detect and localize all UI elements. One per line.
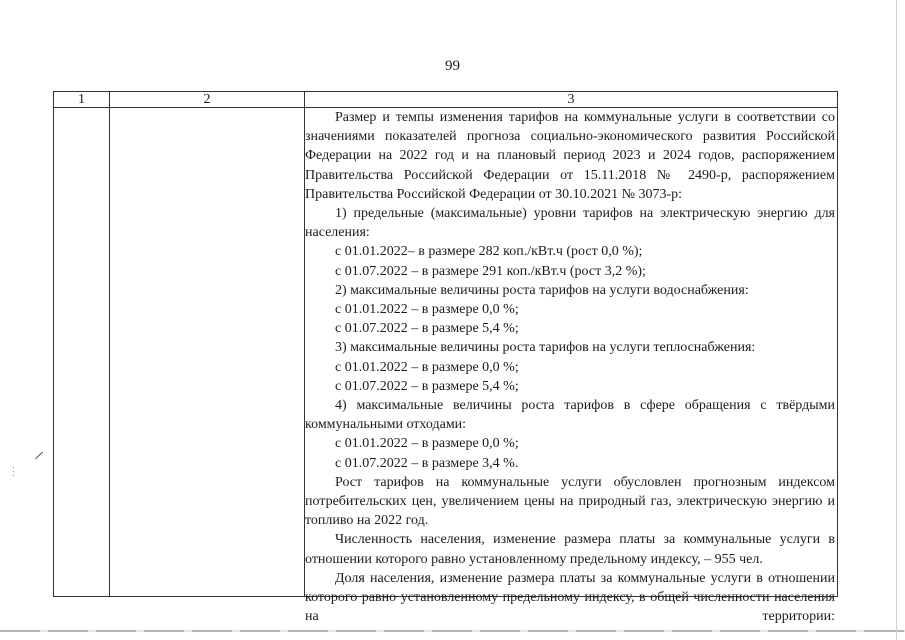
item-electricity-date-2: с 01.07.2022 – в размере 291 коп./кВт.ч (рост 3,2 %); <box>335 263 646 279</box>
item-electricity-date-1: с 01.01.2022– в размере 282 коп./кВт.ч (рост 0,0 %); <box>335 244 643 260</box>
item-heating-date-1: с 01.01.2022 – в размере 0,0 %; <box>335 359 519 375</box>
scan-bottom-edge <box>0 630 905 632</box>
share-paragraph: Доля населения, изменение размера платы за коммунальные услуги в отношении которого равно установленному предельному индексу, в общей численности населения на территории: <box>305 570 835 625</box>
item-water-date-1: с 01.01.2022 – в размере 0,0 %; <box>335 302 519 318</box>
page-number: 99 <box>445 58 460 74</box>
population-paragraph: Численность населения, изменение размера платы за коммунальные услуги в отношении которого равно установленному предельному индексу, – 955 чел. <box>305 532 835 567</box>
item-waste-date-1: с 01.01.2022 – в размере 0,0 %; <box>335 436 519 452</box>
scan-dots: . : <box>12 460 15 479</box>
table-header-row <box>54 92 837 108</box>
growth-paragraph: Рост тарифов на коммунальные услуги обусловлен прогнозным индексом потребительских цен, увеличением цены на природный газ, электрическую энергию и топливо на 2022 год. <box>305 474 835 529</box>
item-heating: 3) максимальные величины роста тарифов на услуги теплоснабжения: <box>335 340 756 356</box>
column-header-1: 1 <box>78 92 85 107</box>
column-header-2: 2 <box>203 92 211 107</box>
item-heating-date-2: с 01.07.2022 – в размере 5,4 %; <box>335 378 519 394</box>
scan-right-edge <box>896 0 897 640</box>
intro-paragraph: Размер и темпы изменения тарифов на коммунальные услуги в соответствии со значениями показателей прогноза социально-экономического развития Российской Федерации на 2022 год и на плановый период 2023 и 2024 годов, распоряжением Правительства Российской Федерации от 15.11.2018 № 2490-р, распоряжением Правительства Российской Федерации от 30.10.2021 № 3073-р: <box>305 110 835 202</box>
column-header-3: 3 <box>567 92 575 107</box>
column-divider-1 <box>109 92 110 596</box>
document-table <box>53 91 838 625</box>
item-waste-date-2: с 01.07.2022 – в размере 3,4 %. <box>335 455 519 471</box>
column-3-content <box>305 108 835 626</box>
item-waste: 4) максимальные величины роста тарифов в сфере обращения с твёрдыми коммунальными отходами: <box>305 398 835 433</box>
scan-mark <box>35 452 43 460</box>
item-electricity: 1) предельные (максимальные) уровни тарифов на электрическую энергию для населения: <box>305 206 835 241</box>
item-water: 2) максимальные величины роста тарифов на услуги водоснабжения: <box>335 282 749 298</box>
item-water-date-2: с 01.07.2022 – в размере 5,4 %; <box>335 321 519 337</box>
